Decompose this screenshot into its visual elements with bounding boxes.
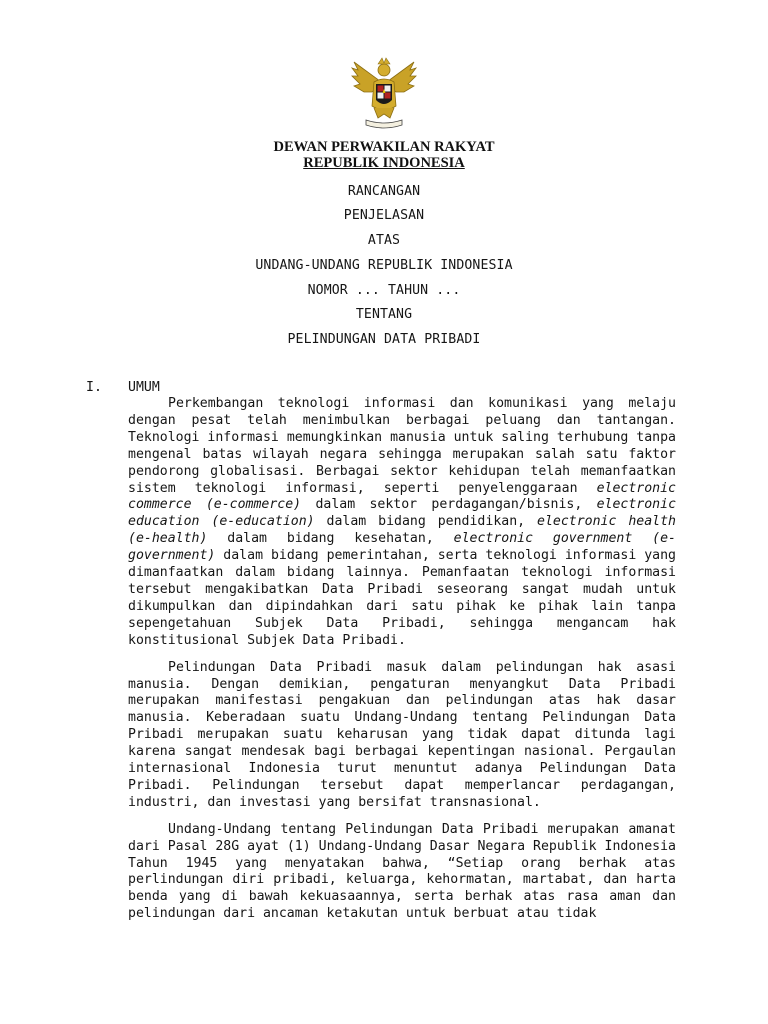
title-nomor: NOMOR ... TAHUN ... [307,283,461,298]
paragraph-2: Pelindungan Data Pribadi masuk dalam pelindungan hak asasi manusia. Dengan demikian, pengaturan menyangkut Data Pribadi merupakan manifestasi pengakuan dan pelindungan atas hak dasar manusia. Keberadaan suatu Undang-Undang tentang Pelindungan Data Pribadi merupakan suatu keharusan yang tidak dapat ditunda lagi karena sangat mendesak bagi berbagai kepentingan nasional. Pergaulan internasional Indonesia turut menuntut adanya Pelindungan Data Pribadi. Pelindungan tersebut dapat memperlancar perdagangan, industri, dan investasi yang bersifat transnasional. [128,659,676,810]
title-rancangan: RANCANGAN [347,184,421,199]
title-penjelasan: PENJELASAN [343,208,425,223]
title-tentang: TENTANG [355,307,413,322]
paragraph-1: Perkembangan teknologi informasi dan komunikasi yang melaju dengan pesat telah menimbulkan berbagai peluang dan tantangan. Teknologi informasi memungkinkan manusia untuk saling terhubung tanpa mengenal batas wilayah negara sehingga merupakan salah satu faktor pendorong globalisasi. Berbagai sektor kehidupan telah memanfaatkan sistem teknologi informasi, seperti penyelenggaraan electronic commerce (e-commerce) dalam sektor perdagangan/bisnis, electronic education (e-education) dalam bidang pendidikan, electronic health (e-health) dalam bidang kesehatan, electronic government (e-government) dalam bidang pemerintahan, serta teknologi informasi yang dimanfaatkan dalam bidang lainnya. Pemanfaatan teknologi informasi tersebut mengakibatkan Data Pribadi seseorang sangat mudah untuk dikumpulkan dan dipindahkan dari satu pihak ke pihak lain tanpa sepengetahuan Subjek Data Pribadi, sehingga mengancam hak konstitusional Subjek Data Pribadi. [128,396,677,648]
section-number: I. [86,380,102,395]
section-heading: UMUM [128,380,160,395]
title-undang-undang: UNDANG-UNDANG REPUBLIK INDONESIA [255,258,513,273]
institution-country: REPUBLIK INDONESIA [303,155,465,171]
paragraph-3: Undang-Undang tentang Pelindungan Data Pribadi merupakan amanat dari Pasal 28G ayat (1) Undang-Undang Dasar Negara Republik Indonesia Tahun 1945 yang menyatakan bahwa, “Setiap orang berhak atas perlindungan diri pribadi, keluarga, kehormatan, martabat, dan harta benda yang di bawah kekuasaannya, serta berhak atas rasa aman dan pelindungan dari ancaman ketakutan untuk berbuat atau tidak [128,821,676,922]
garuda-emblem-icon [344,54,424,134]
institution-name: DEWAN PERWAKILAN RAKYAT [273,139,495,155]
section-body [128,396,676,923]
title-atas: ATAS [367,233,401,248]
title-subject: PELINDUNGAN DATA PRIBADI [287,332,481,347]
